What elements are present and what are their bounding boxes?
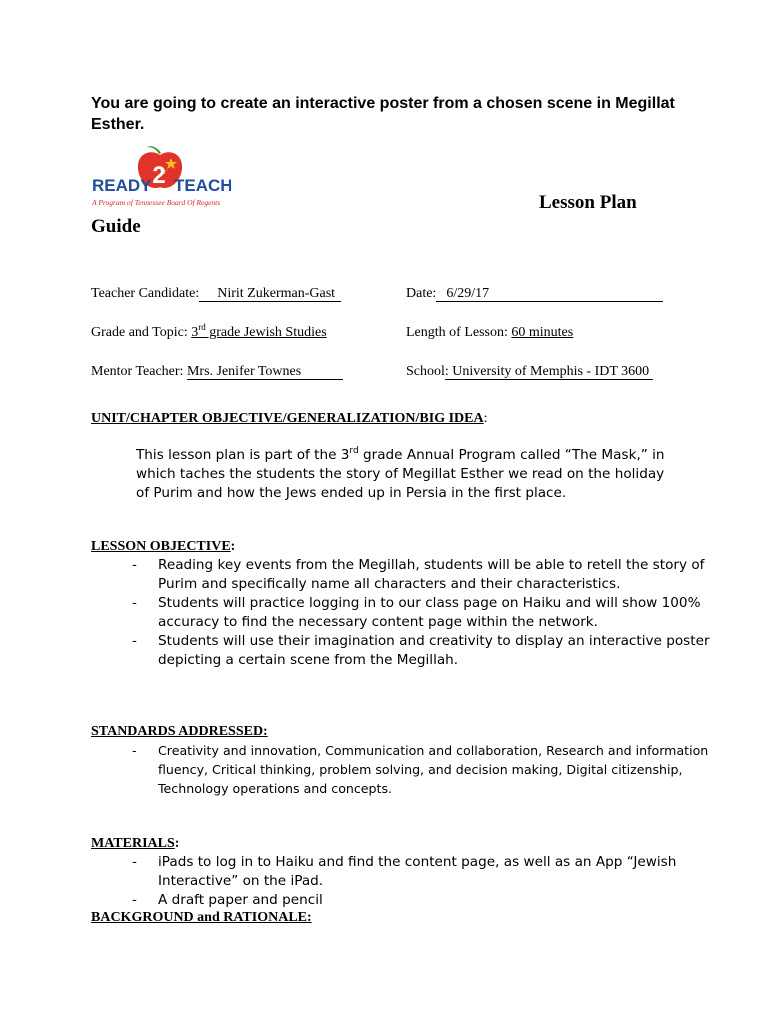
list-item: - iPads to log in to Haiku and find the content page, as well as an App “Jewish Interactive” on the iPad.: [132, 854, 677, 889]
date-label: Date:: [406, 286, 437, 301]
school-label: School: [406, 364, 445, 379]
list-item: - Students will practice logging in to our class page on Haiku and will show 100% accuracy to find the necessary content page within the network.: [132, 595, 701, 630]
date-value: 6/29/17: [436, 286, 663, 302]
logo-ready-text: READY: [92, 176, 152, 195]
logo-teach-text: TEACH: [174, 176, 231, 195]
lesson-plan-title: Lesson Plan: [539, 192, 637, 213]
background-heading: BACKGROUND and RATIONALE:: [91, 910, 312, 925]
mentor-value: Mrs. Jenifer Townes: [187, 364, 343, 380]
intro-instruction: You are going to create an interactive poster from a chosen scene in Megillat Esther.: [91, 95, 675, 133]
length-value: 60 minutes: [511, 325, 574, 340]
ready2teach-logo: [91, 145, 231, 215]
length-label: Length of Lesson:: [406, 325, 508, 340]
unit-objective-heading: UNIT/CHAPTER OBJECTIVE/GENERALIZATION/BIG IDEA:: [91, 411, 488, 426]
logo-tagline: A Program of Tennessee Board Of Regents: [92, 198, 221, 207]
standards-list: [91, 741, 711, 798]
grade-value: 3rd grade Jewish Studies: [191, 322, 327, 340]
list-item: - Creativity and innovation, Communication and collaboration, Research and information fluency, Critical thinking, problem solving, and decision making, Digital citizenship, Technology operations and concepts.: [132, 743, 709, 796]
materials-heading: MATERIALS:: [91, 836, 180, 851]
list-item: - A draft paper and pencil: [132, 892, 323, 908]
list-item: - Students will use their imagination and creativity to display an interactive poster depicting a certain scene from the Megillah.: [132, 633, 710, 668]
teacher-label: Teacher Candidate:: [91, 286, 200, 301]
materials-list: [91, 853, 711, 910]
mentor-row: [91, 363, 343, 381]
date-row: [406, 285, 663, 303]
length-row: [406, 324, 573, 342]
grade-topic-row: [91, 324, 327, 342]
apple-logo-icon: [91, 145, 231, 215]
list-item: - Reading key events from the Megillah, students will be able to retell the story of Purim and specifically name all characters and their characteristics.: [132, 557, 705, 592]
guide-title: Guide: [91, 216, 141, 237]
lesson-objective-list: [91, 556, 711, 670]
school-row: [406, 363, 653, 381]
unit-objective-text: This lesson plan is part of the 3rd grade Annual Program called “The Mask,” in which taches the students the story of Megillat Esther we read on the holiday of Purim and how the Jews ended up in Persia in the first place.: [136, 446, 665, 501]
teacher-value: Nirit Zukerman-Gast: [199, 286, 341, 302]
logo-2: 2: [152, 162, 166, 189]
grade-label: Grade and Topic:: [91, 325, 188, 340]
school-value: : University of Memphis - IDT 3600: [445, 364, 653, 380]
mentor-label: Mentor Teacher:: [91, 364, 184, 379]
teacher-candidate-row: [91, 285, 341, 303]
standards-heading: STANDARDS ADDRESSED:: [91, 724, 268, 739]
lesson-objective-heading: LESSON OBJECTIVE:: [91, 539, 236, 554]
